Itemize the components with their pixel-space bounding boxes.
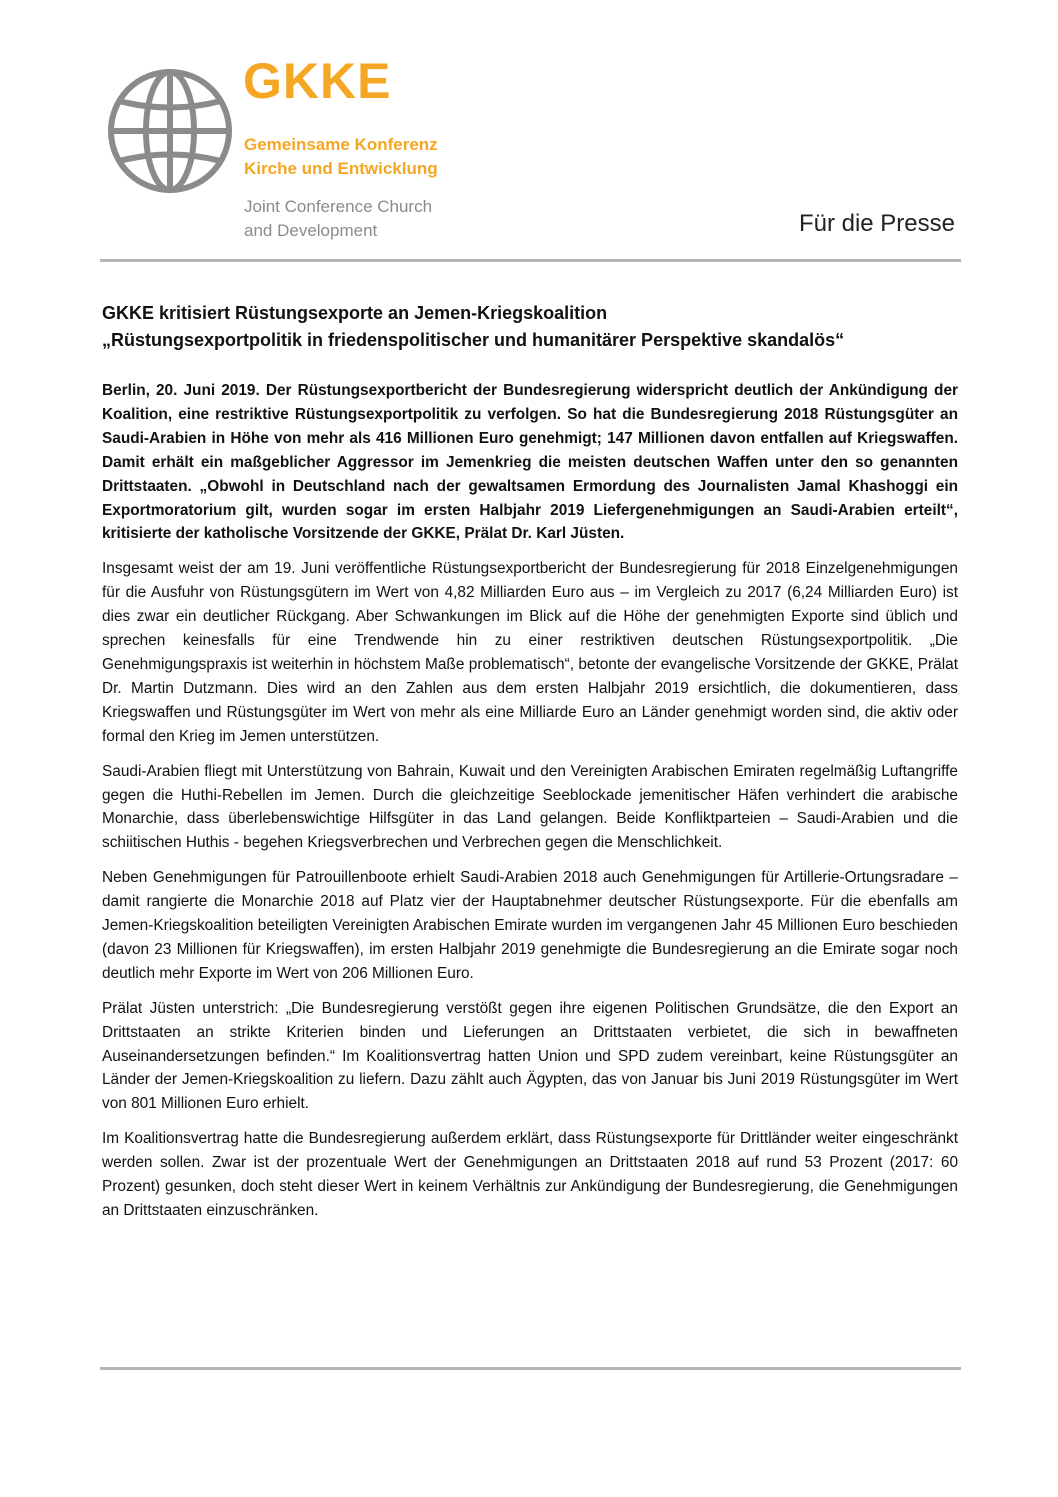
- article-body: [102, 379, 958, 1234]
- org-name-german: [244, 133, 438, 181]
- headline-title: GKKE kritisiert Rüstungsexporte an Jemen-Kriegskoalition: [102, 303, 608, 323]
- org-name-en-line2: and Development: [244, 221, 378, 240]
- body-paragraph: Saudi-Arabien fliegt mit Unterstützung von Bahrain, Kuwait und den Vereinigten Arabischen Emiraten regelmäßig Luftangriffe gegen die Huthi-Rebellen im Jemen. Durch die gleichzeitige Seeblockade jemenitischer Häfen verhindert die arabische Monarchie, dass überlebenswichtige Hilfsgüter in das Land gelangen. Beide Konfliktparteien – Saudi-Arabien und die schiitischen Huthis - begehen Kriegsverbrechen und Verbrechen gegen die Menschlichkeit.: [102, 762, 958, 852]
- org-name-en-line1: Joint Conference Church: [244, 197, 433, 216]
- org-abbreviation: GKKE: [243, 53, 392, 109]
- globe-icon: [107, 68, 233, 194]
- org-name-de-line2: Kirche und Entwicklung: [244, 159, 438, 178]
- headline-subtitle: „Rüstungsexportpolitik in friedenspolitischer und humanitärer Perspektive skandalös“: [102, 330, 845, 350]
- org-name-english: [244, 195, 432, 243]
- body-paragraph: Insgesamt weist der am 19. Juni veröffentliche Rüstungsexportbericht der Bundesregierung für 2018 Einzelgenehmigungen für die Ausfuhr von Rüstungsgütern im Wert von 4,82 Milliarden Euro aus – im Vergleich zu 2017 (6,24 Milliarden Euro) ist dies zwar ein deutlicher Rückgang. Aber Schwankungen im Blick auf die Höhe der genehmigten Exporte sind üblich und sprechen keinesfalls für eine Trendwende hin zu einer restriktiven deutschen Rüstungsexportpolitik. „Die Genehmigungspraxis ist weiterhin in höchstem Maße problematisch“, betonte der evangelische Vorsitzende der GKKE, Prälat Dr. Martin Dutzmann. Dies wird an den Zahlen aus dem ersten Halbjahr 2019 ersichtlich, die dokumentieren, dass Kriegswaffen und Rüstungsgüter im Wert von mehr als eine Milliarde Euro an Länder genehmigt worden sind, die aktiv oder formal den Krieg im Jemen unterstützen.: [102, 560, 958, 745]
- header-divider: [100, 259, 961, 262]
- headline: [102, 300, 962, 354]
- body-paragraph: Prälat Jüsten unterstrich: „Die Bundesregierung verstößt gegen ihre eigenen Politischen Grundsätze, die den Export an Drittstaaten an strikte Kriterien binden und Lieferungen an Drittstaaten verbietet, die sich in bewaffneten Auseinandersetzungen befinden.“ Im Koalitionsvertrag hatten Union und SPD zudem vereinbart, keine Rüstungsgüter an Länder der Jemen-Kriegskoalition zu liefern. Dazu zählt auch Ägypten, das von Januar bis Juni 2019 Rüstungsgüter im Wert von 801 Millionen Euro erhielt.: [102, 999, 958, 1113]
- body-paragraph: Im Koalitionsvertrag hatte die Bundesregierung außerdem erklärt, dass Rüstungsexporte für Drittländer weiter eingeschränkt werden sollen. Zwar ist der prozentuale Wert der Genehmigungen an Drittstaaten 2018 auf rund 53 Prozent (2017: 60 Prozent) gesunken, doch steht dieser Wert in keinem Verhältnis zur Ankündigung der Bundesregierung, die Genehmigungen an Drittstaaten einzuschränken.: [102, 1130, 958, 1219]
- body-paragraph: Neben Genehmigungen für Patrouillenboote erhielt Saudi-Arabien 2018 auch Genehmigungen für Artillerie-Ortungsradare – damit rangierte die Monarchie 2018 auf Platz vier der Hauptabnehmer deutscher Rüstungsexporte. Für die ebenfalls am Jemen-Kriegskoalition beteiligten Vereinigten Arabischen Emirate wurden im vergangenen Jahr 45 Millionen Euro beschieden (davon 23 Millionen für Kriegswaffen), im ersten Halbjahr 2019 genehmigte die Bundesregierung an die Emirate sogar noch deutlich mehr Exporte im Wert von 206 Millionen Euro.: [102, 869, 958, 982]
- press-label: Für die Presse: [798, 210, 955, 237]
- lead-paragraph: Berlin, 20. Juni 2019. Der Rüstungsexportbericht der Bundesregierung widerspricht deutlich der Ankündigung der Koalition, eine restriktive Rüstungsexportpolitik zu verfolgen. So hat die Bundesregierung 2018 Rüstungsgüter an Saudi-Arabien in Höhe von mehr als 416 Millionen Euro genehmigt; 147 Millionen davon entfallen auf Kriegswaffen. Damit erhält ein maßgeblicher Aggressor im Jemenkrieg die meisten deutschen Waffen unter den so genannten Drittstaaten. „Obwohl in Deutschland nach der gewaltsamen Ermordung des Journalisten Jamal Khashoggi ein Exportmoratorium gilt, wurden sogar im ersten Halbjahr 2019 Liefergenehmigungen an Saudi-Arabien erteilt“, kritisierte der katholische Vorsitzende der GKKE, Prälat Dr. Karl Jüsten.: [102, 382, 958, 543]
- org-name-de-line1: Gemeinsame Konferenz: [244, 135, 438, 154]
- footer-divider: [100, 1367, 961, 1370]
